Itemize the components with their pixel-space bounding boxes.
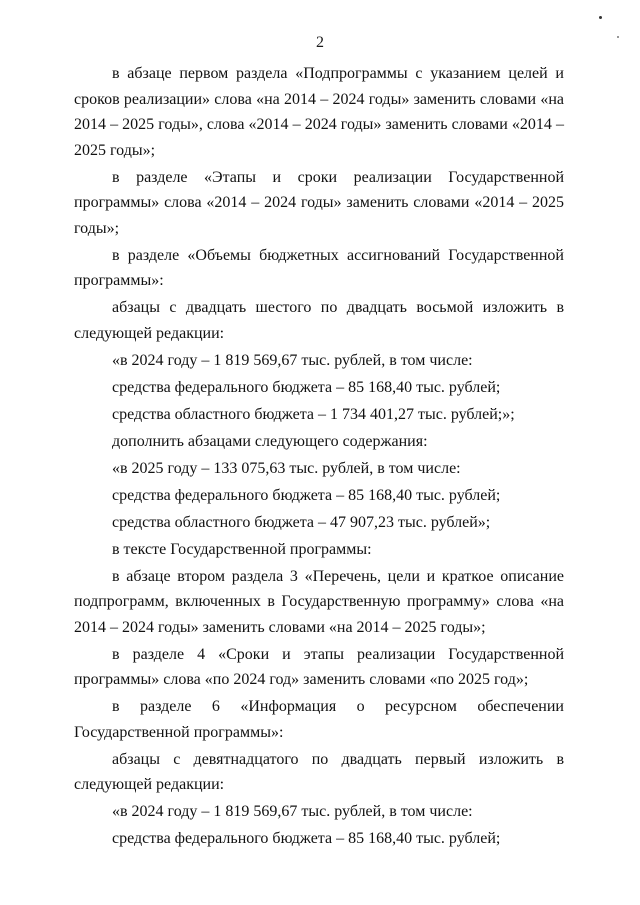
paragraph: абзацы с девятнадцатого по двадцать первый изложить в следующей редакции: xyxy=(74,750,564,793)
paragraph: «в 2024 году – 1 819 569,67 тыс. рублей, в том числе: xyxy=(112,803,473,820)
paragraph: дополнить абзацами следующего содержания: xyxy=(112,432,428,450)
paragraph: абзацы с двадцать шестого по двадцать восьмой изложить в следующей редакции: xyxy=(74,299,564,342)
paragraph: в разделе 4 «Сроки и этапы реализации Государственной программы» слова «по 2024 год» заменить словами «по 2025 год»; xyxy=(74,645,564,688)
paragraph: в абзаце первом раздела «Подпрограммы с указанием целей и сроков реализации» слова «на 2014 – 2024 годы» заменить словами «на 2014 – 2025 годы», слова «2014 – 2024 годы» заменить словами «2014 – 2025 годы»; xyxy=(74,65,564,159)
paragraph: средства федерального бюджета – 85 168,40 тыс. рублей; xyxy=(112,830,501,847)
page-number: 2 xyxy=(316,34,324,51)
paragraph: в абзаце втором раздела 3 «Перечень, цели и краткое описание подпрограмм, включенных в Государственную программу» слова «на 2014 – 2024 годы» заменить словами «на 2014 – 2025 годы»; xyxy=(74,567,564,636)
paragraph: средства областного бюджета – 1 734 401,27 тыс. рублей;»; xyxy=(112,405,515,423)
scan-speck xyxy=(599,16,602,19)
document-body xyxy=(74,61,564,852)
paragraph: средства федерального бюджета – 85 168,40 тыс. рублей; xyxy=(112,378,501,396)
paragraph: в разделе 6 «Информация о ресурсном обеспечении Государственной программы»: xyxy=(74,698,564,741)
paragraph: «в 2024 году – 1 819 569,67 тыс. рублей, в том числе: xyxy=(112,351,473,369)
paragraph: в тексте Государственной программы: xyxy=(112,540,372,558)
paragraph: средства областного бюджета – 47 907,23 тыс. рублей»; xyxy=(112,513,491,531)
paragraph: «в 2025 году – 133 075,63 тыс. рублей, в том числе: xyxy=(112,459,461,477)
paragraph: средства федерального бюджета – 85 168,40 тыс. рублей; xyxy=(112,486,501,504)
paragraph: в разделе «Объемы бюджетных ассигнований Государственной программы»: xyxy=(74,246,564,289)
paragraph: в разделе «Этапы и сроки реализации Государственной программы» слова «2014 – 2024 годы» заменить словами «2014 – 2025 годы»; xyxy=(74,168,564,237)
